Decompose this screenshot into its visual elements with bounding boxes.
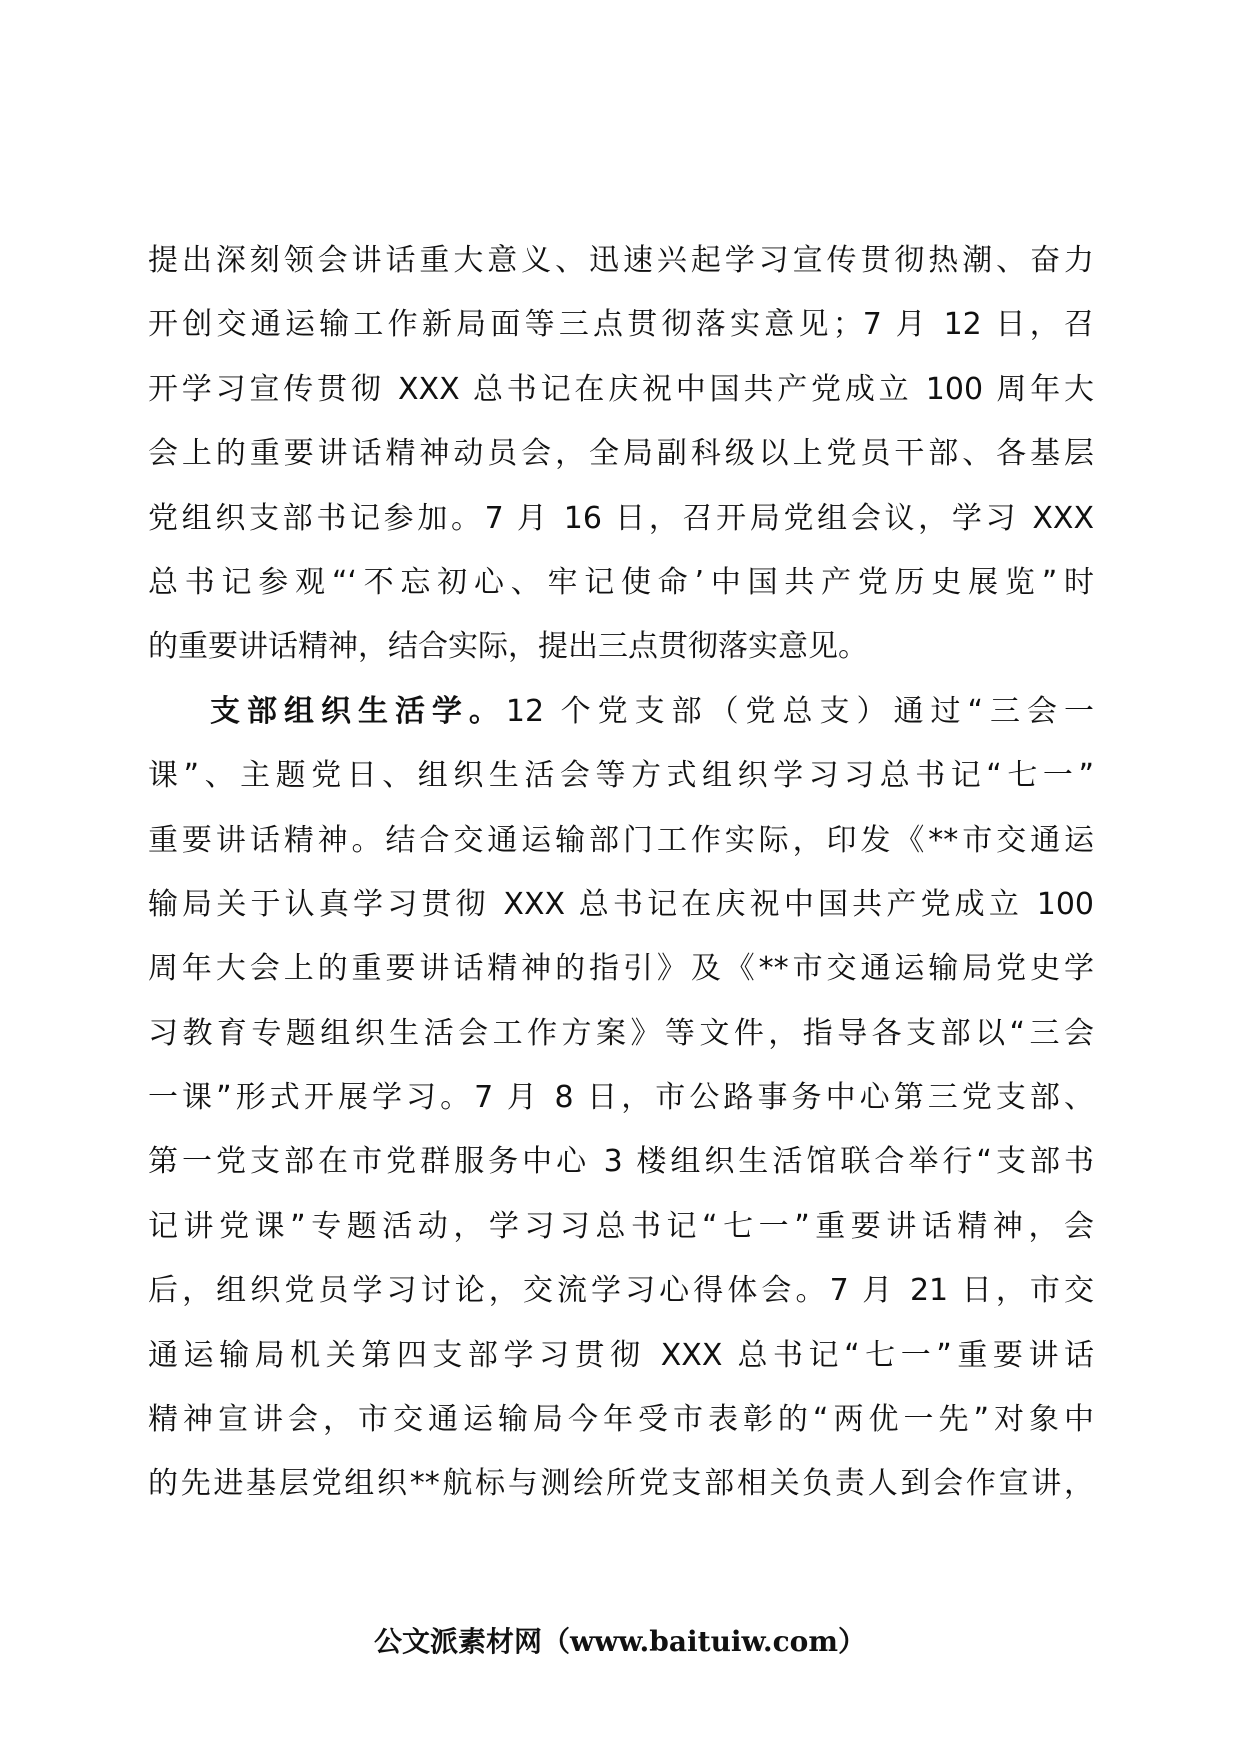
footer-watermark: 公文派素材网（www.baituiw.com） bbox=[374, 1625, 866, 1658]
section-line: 第一党支部在市党群服务中心 3 楼组织生活馆联合举行“支部书 bbox=[148, 1144, 1094, 1180]
section-line: 后，组织党员学习讨论，交流学习心得体会。7 月 21 日，市交 bbox=[148, 1273, 1094, 1309]
section-line: 的先进基层党组织**航标与测绘所党支部相关负责人到会作宣讲， bbox=[148, 1466, 1094, 1502]
section-line: 习教育专题组织生活会工作方案》等文件，指导各支部以“三会 bbox=[148, 1015, 1094, 1051]
body-line: 总书记参观“‘不忘初心、牢记使命’中国共产党历史展览”时 bbox=[148, 564, 1094, 600]
body-line: 的重要讲话精神，结合实际，提出三点贯彻落实意见。 bbox=[148, 629, 868, 665]
body-line: 开创交通运输工作新局面等三点贯彻落实意见；7 月 12 日，召 bbox=[148, 307, 1094, 343]
section-line: 一课”形式开展学习。7 月 8 日，市公路事务中心第三党支部、 bbox=[148, 1080, 1094, 1116]
body-line: 会上的重要讲话精神动员会，全局副科级以上党员干部、各基层 bbox=[148, 436, 1094, 472]
section-first-line-text: 12 个党支部（党总支）通过“三会一 bbox=[505, 693, 1095, 729]
section-first-line bbox=[148, 693, 1095, 760]
body-line: 提出深刻领会讲话重大意义、迅速兴起学习宣传贯彻热潮、奋力 bbox=[148, 243, 1094, 278]
body-line: 党组织支部书记参加。7 月 16 日，召开局党组会议，学习 XXX bbox=[148, 500, 1094, 536]
body-line: 开学习宣传贯彻 XXX 总书记在庆祝中国共产党成立 100 周年大 bbox=[148, 371, 1094, 407]
section-line: 输局关于认真学习贯彻 XXX 总书记在庆祝中国共产党成立 100 bbox=[148, 886, 1094, 922]
section-line: 重要讲话精神。结合交通运输部门工作实际，印发《**市交通运 bbox=[148, 822, 1094, 858]
section-line: 记讲党课”专题活动，学习习总书记“七一”重要讲话精神，会 bbox=[148, 1208, 1094, 1244]
section-line: 课”、主题党日、组织生活会等方式组织学习习总书记“七一” bbox=[148, 758, 1094, 794]
section-heading: 支部组织生活学。 bbox=[210, 693, 506, 729]
section-line: 周年大会上的重要讲话精神的指引》及《**市交通运输局党史学 bbox=[148, 951, 1094, 987]
section-line: 精神宣讲会，市交通运输局今年受市表彰的“两优一先”对象中 bbox=[148, 1402, 1094, 1438]
section-line: 通运输局机关第四支部学习贯彻 XXX 总书记“七一”重要讲话 bbox=[148, 1337, 1094, 1373]
body-text bbox=[148, 245, 1094, 1533]
